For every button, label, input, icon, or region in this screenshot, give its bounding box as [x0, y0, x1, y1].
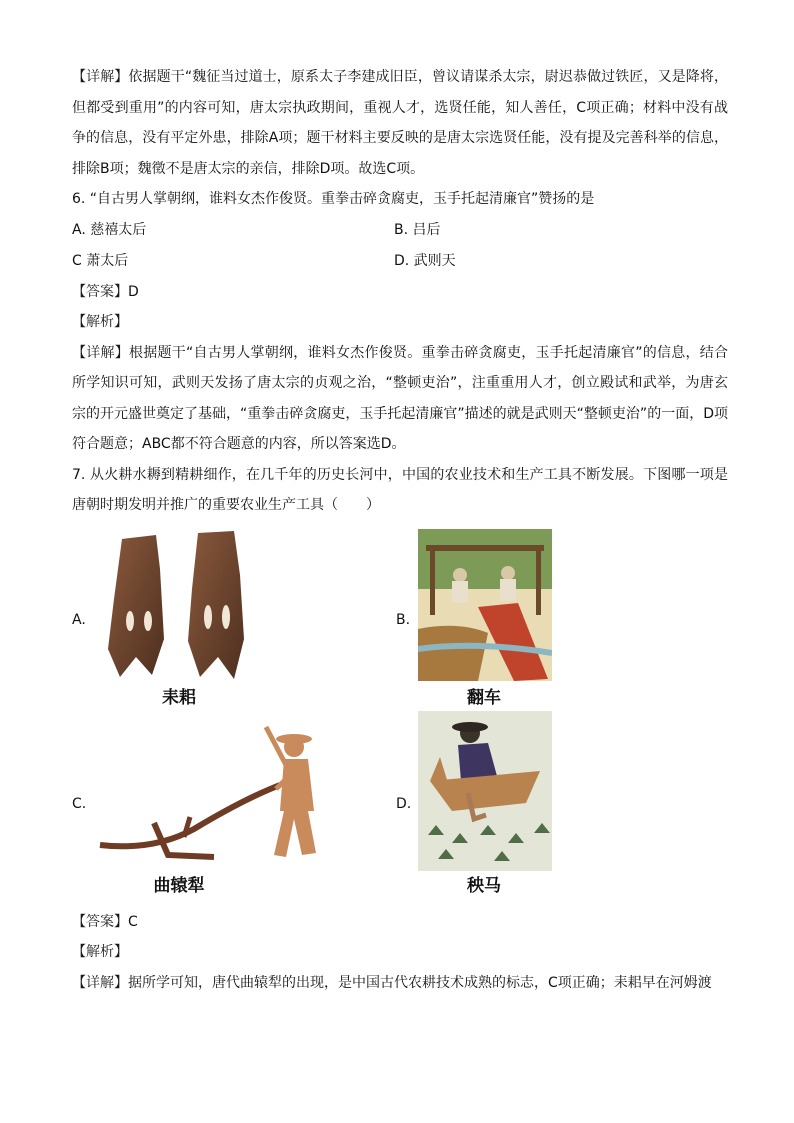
q7-detail — [72, 968, 728, 999]
q6-answer-value: D — [128, 283, 139, 300]
q7-answer — [72, 907, 728, 938]
q6-option-b: B. 吕后 — [394, 221, 441, 238]
figure-b-letter: B. — [396, 611, 411, 628]
q6-option-c: C 萧太后 — [72, 252, 129, 269]
figure-a — [72, 529, 372, 714]
yangma-image — [418, 711, 552, 871]
quyuanli-image — [94, 719, 334, 869]
figure-a-letter: A. — [72, 611, 86, 628]
q7-stem: 7. 从火耕水耨到精耕细作，在几千年的历史长河中，中国的农业技术和生产工具不断发展。下图哪一项是唐朝时期发明并推广的重要农业生产工具（ ） — [72, 466, 728, 513]
q6-analysis-tag: 【解析】 — [72, 314, 128, 330]
q7-analysis-tag: 【解析】 — [72, 944, 128, 960]
q7-answer-value: C — [128, 913, 138, 930]
detail-tag: 【详解】 — [72, 344, 129, 361]
figure-d-caption: 秧马 — [467, 875, 501, 896]
answer-tag: 【答案】 — [72, 913, 128, 930]
q6-answer — [72, 277, 728, 308]
q6-option-a: A. 慈禧太后 — [72, 221, 147, 238]
figure-c-caption: 曲辕犁 — [153, 875, 205, 896]
document-page — [72, 62, 728, 998]
q5-detail-text: 依据题干“魏征当过道士，原系太子李建成旧臣，曾议请谋杀太宗，尉迟恭做过铁匠，又是降将，但都受到重用”的内容可知，唐太宗执政期间，重视人才，选贤任能，知人善任，C项正确；材料中没有战争的信息，没有平定外患，排除A项；题干材料主要反映的是唐太宗选贤任能，没有提及完善科举的信息，排除B项；魏徵不是唐太宗的亲信，排除D项。故选C项。 — [72, 69, 728, 177]
figure-b — [396, 529, 716, 714]
detail-tag: 【详解】 — [72, 974, 128, 991]
q6-detail — [72, 338, 728, 460]
figure-c — [72, 719, 372, 904]
fanche-image — [418, 529, 552, 681]
answer-tag: 【答案】 — [72, 283, 128, 300]
leisi-tool-image — [94, 529, 264, 681]
figure-b-caption: 翻车 — [467, 687, 501, 708]
figure-a-caption: 耒耜 — [162, 687, 196, 708]
figure-d — [396, 719, 716, 904]
q6-options — [72, 215, 728, 277]
q7-figures — [72, 529, 728, 907]
q6-stem: 6. “自古男人掌朝纲，谁料女杰作俊贤。重拳击碎贪腐吏，玉手托起清廉官”赞扬的是 — [72, 191, 595, 207]
figure-c-letter: C. — [72, 795, 87, 812]
detail-tag: 【详解】 — [72, 69, 129, 85]
q6-option-d: D. 武则天 — [394, 252, 456, 269]
figure-d-letter: D. — [396, 795, 412, 812]
q7-detail-text: 据所学可知，唐代曲辕犁的出现，是中国古代农耕技术成熟的标志，C项正确；耒耜早在河姆渡 — [128, 974, 712, 991]
q6-detail-text: 根据题干“自古男人掌朝纲，谁料女杰作俊贤。重拳击碎贪腐吏，玉手托起清廉官”的信息，结合所学知识可知，武则天发扬了唐太宗的贞观之治，“整顿吏治”，注重重用人才，创立殿试和武举，为唐玄宗的开元盛世奠定了基础，“重拳击碎贪腐吏，玉手托起清廉官”描述的就是武则天“整顿吏治”的一面，D项符合题意；ABC都不符合题意的内容，所以答案选D。 — [72, 344, 728, 452]
q5-detail — [72, 62, 728, 184]
